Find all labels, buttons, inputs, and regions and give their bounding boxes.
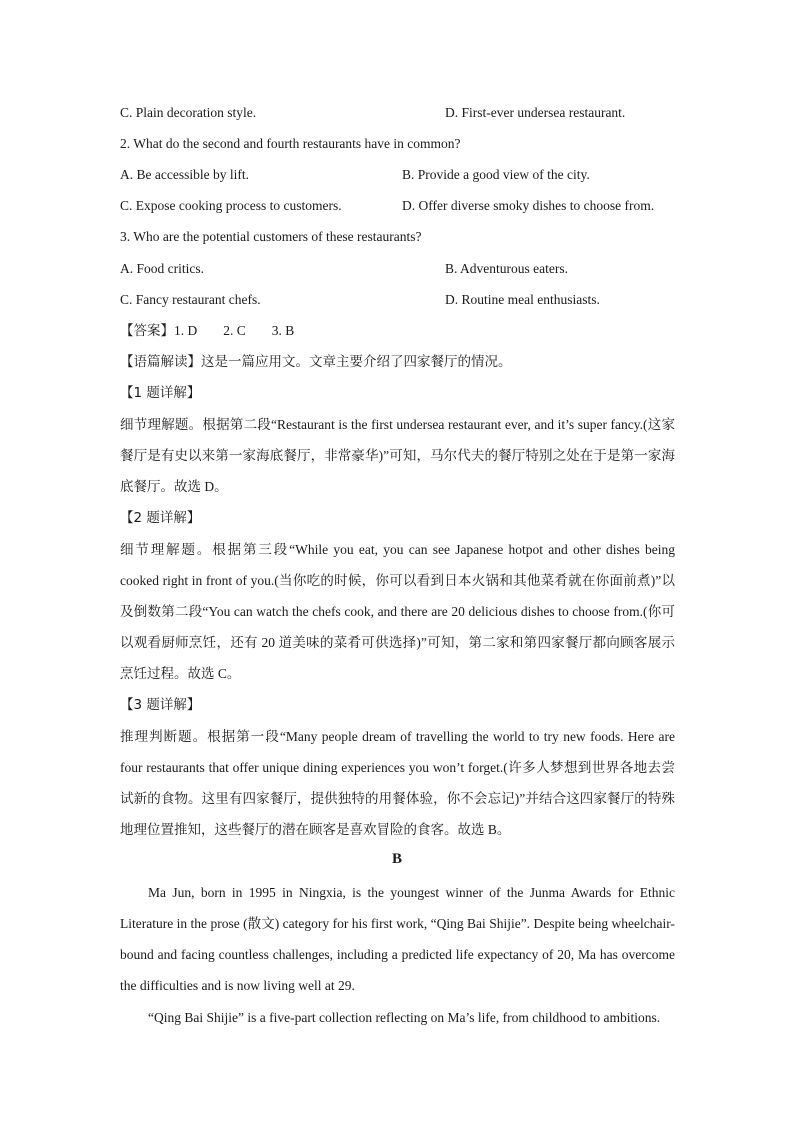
q2-option-b: B. Provide a good view of the city. [402, 167, 590, 182]
answer-key [120, 321, 320, 341]
reading-text: 这是一篇应用文。文章主要介绍了四家餐厅的情况。 [201, 354, 512, 370]
q1-option-c: C. Plain decoration style. [120, 105, 257, 120]
detail3-text [120, 721, 675, 845]
section-b-p1-text: Ma Jun, born in 1995 in Ningxia, is the youngest winner of the Junma Awards for Ethnic Literature in the prose (散文) category for his first work, “Qing Bai Shijie”. Despite being wheelchair-bound and facing countless challenges, including a predicted life expectancy of 20, Ma has overcome the difficulties and is now living well at 29. [120, 885, 675, 993]
q2-option-c: C. Expose cooking process to customers. [120, 198, 342, 213]
section-b-paragraph-1 [120, 877, 675, 1001]
reading-label: 【语篇解读】 [120, 354, 201, 370]
q3-option-b: B. Adventurous eaters. [445, 261, 568, 276]
q3-question: 3. Who are the potential customers of these restaurants? [120, 229, 422, 244]
detail1-paragraph: 细节理解题。根据第二段“Restaurant is the first undersea restaurant ever, and it’s super fancy.(这家餐厅是有史以来第一家海底餐厅，非常豪华)”可知，马尔代夫的餐厅特别之处在于是第一家海底餐厅。故选 D。 [120, 417, 675, 494]
detail1-heading: 【1 题详解】 [120, 385, 201, 401]
detail2-text [120, 534, 675, 689]
q1-option-d: D. First-ever undersea restaurant. [445, 105, 626, 120]
section-b-paragraph-2 [120, 1002, 675, 1033]
detail1-text [120, 409, 675, 502]
detail2-heading: 【2 题详解】 [120, 510, 201, 526]
detail2-paragraph: 细节理解题。根据第三段“While you eat, you can see Japanese hotpot and other dishes being cooked right in front of you.(当你吃的时候，你可以看到日本火锅和其他菜肴就在你面前煮)”以及倒数第二段“You can watch the chefs cook, and there are 20 delicious dishes to choose from.(你可以观看厨师烹饪，还有 20 道美味的菜肴可供选择)”可知，第二家和第四家餐厅都向顾客展示烹饪过程。故选 C。 [120, 542, 675, 681]
answer-1: 1. D [174, 323, 198, 338]
q2-option-d: D. Offer diverse smoky dishes to choose from. [402, 198, 655, 213]
q3-option-c: C. Fancy restaurant chefs. [120, 292, 261, 307]
q2-option-a: A. Be accessible by lift. [120, 167, 249, 182]
reading-interpretation [120, 352, 512, 372]
q2-question: 2. What do the second and fourth restaurants have in common? [120, 136, 461, 151]
section-b-p2-text: “Qing Bai Shijie” is a five-part collection reflecting on Ma’s life, from childhood to ambitions. [148, 1010, 661, 1025]
q3-option-a: A. Food critics. [120, 261, 204, 276]
detail3-heading: 【3 题详解】 [120, 697, 201, 713]
answer-label: 【答案】 [120, 323, 174, 339]
q3-option-d: D. Routine meal enthusiasts. [445, 292, 600, 307]
detail3-paragraph: 推理判断题。根据第一段“Many people dream of travelling the world to try new foods. Here are four restaurants that offer unique dining experiences you won’t forget.(许多人梦想到世界各地去尝试新的食物。这里有四家餐厅，提供独特的用餐体验，你不会忘记)”并结合这四家餐厅的特殊地理位置推知，这些餐厅的潜在顾客是喜欢冒险的食客。故选 B。 [120, 729, 675, 837]
section-b-title: B [391, 851, 402, 867]
answer-3: 3. B [271, 323, 295, 338]
answer-2: 2. C [223, 323, 246, 338]
